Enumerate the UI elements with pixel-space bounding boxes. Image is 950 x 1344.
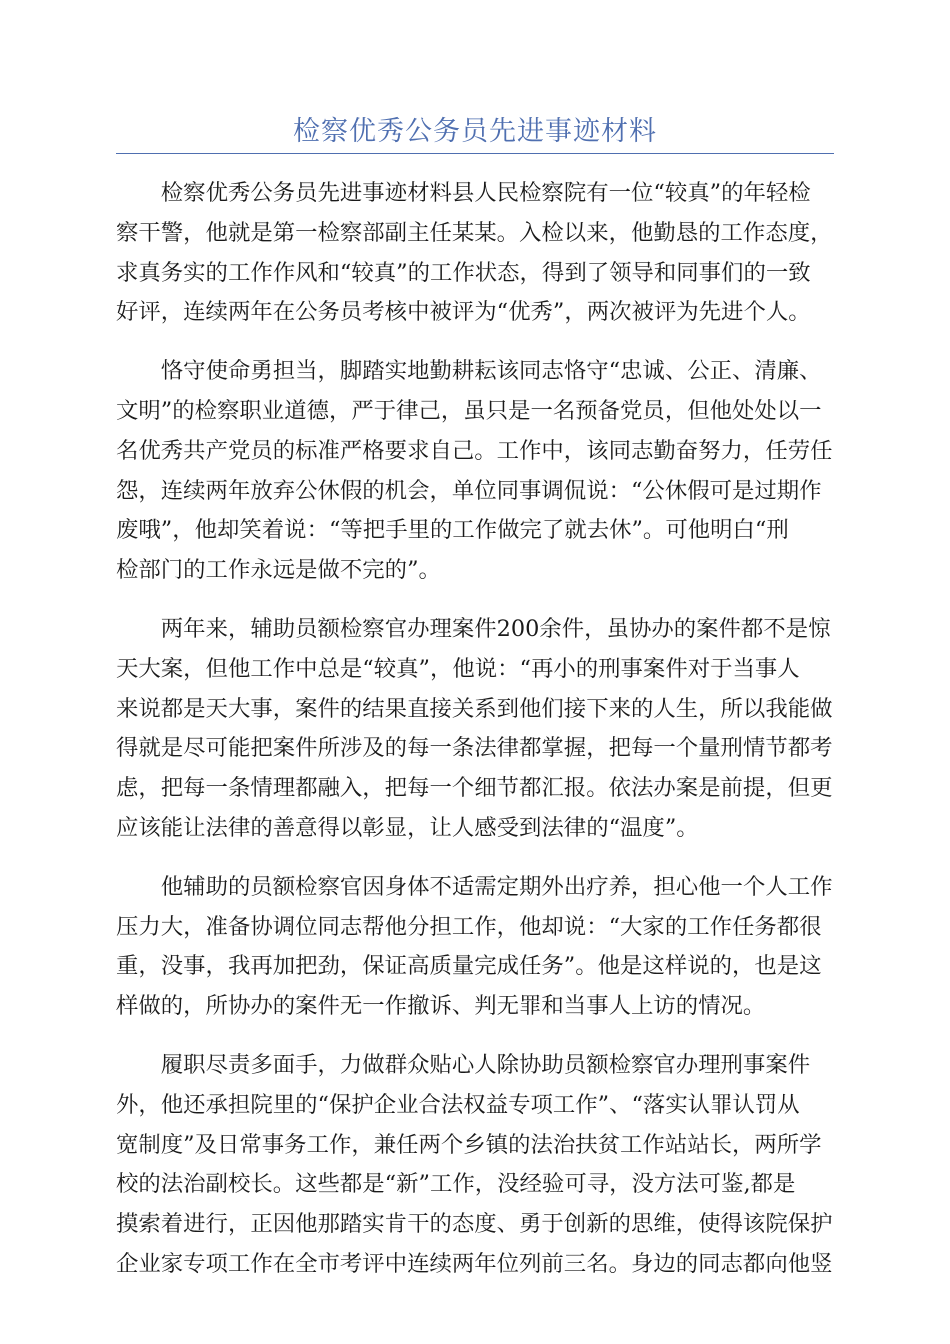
text-line: 应该能让法律的善意得以彰显，让人感受到法律的“温度”。 xyxy=(116,814,699,841)
paragraph-5 xyxy=(116,1046,834,1285)
text-line: 外，他还承担院里的“保护企业合法权益专项工作”、“落实认罪认罚从 xyxy=(116,1091,800,1118)
text-line: 天大案，但他工作中总是“较真”，他说：“再小的刑事案件对于当事人 xyxy=(116,655,800,682)
text-line: 求真务实的工作作风和“较真”的工作状态，得到了领导和同事们的一致 xyxy=(116,259,811,286)
text-line: 怨，连续两年放弃公休假的机会，单位同事调侃说：“公休假可是过期作 xyxy=(116,477,822,504)
paragraph-3 xyxy=(116,610,834,849)
text-line: 虑，把每一条情理都融入，把每一个细节都汇报。依法办案是前提，但更 xyxy=(116,775,833,802)
text-line: 履职尽责多面手，力做群众贴心人除协助员额检察官办理刑事案件 xyxy=(160,1051,811,1078)
text-line: 检察优秀公务员先进事迹材料县人民检察院有一位“较真”的年轻检 xyxy=(160,180,811,206)
text-line: 压力大，准备协调位同志帮他分担工作，他却说：“大家的工作任务都很 xyxy=(116,913,822,940)
text-line: 企业家专项工作在全市考评中连续两年位列前三名。身边的同志都向他竖 xyxy=(116,1250,833,1277)
text-line: 名优秀共产党员的标准严格要求自己。工作中，该同志勤奋努力，任劳任 xyxy=(116,437,833,464)
text-line: 宽制度”及日常事务工作，兼任两个乡镇的法治扶贫工作站站长，两所学 xyxy=(116,1131,822,1158)
document-body xyxy=(116,174,834,1304)
document-title: 检察优秀公务员先进事迹材料 xyxy=(293,116,657,147)
text-line: 重，没事，我再加把劲，保证高质量完成任务”。他是这样说的，也是这 xyxy=(116,953,822,980)
text-line: 检部门的工作永远是做不完的”。 xyxy=(116,557,441,584)
text-line: 样做的，所协办的案件无一作撤诉、判无罪和当事人上访的情况。 xyxy=(116,993,766,1020)
text-line: 他辅助的员额检察官因身体不适需定期外出疗养，担心他一个人工作 xyxy=(160,873,833,900)
text-line: 恪守使命勇担当，脚踏实地勤耕耘该同志恪守“忠诚、公正、清廉、 xyxy=(160,358,822,385)
text-line: 文明”的检察职业道德，严于律己，虽只是一名预备党员，但他处处以一 xyxy=(116,397,822,424)
text-line: 好评，连续两年在公务员考核中被评为“优秀”，两次被评为先进个人。 xyxy=(116,299,811,326)
text-line: 得就是尽可能把案件所涉及的每一条法律都掌握，把每一个量刑情节都考 xyxy=(116,735,833,762)
text-line: 校的法治副校长。这些都是“新”工作，没经验可寻，没方法可鉴,都是 xyxy=(116,1171,796,1198)
text-line: 废哦”，他却笑着说：“等把手里的工作做完了就去休”。可他明白“刑 xyxy=(116,517,789,544)
text-line: 察干警，他就是第一检察部副主任某某。入检以来，他勤恳的工作态度， xyxy=(116,219,833,246)
paragraph-1 xyxy=(116,174,834,333)
text-line: 来说都是天大事，案件的结果直接关系到他们接下来的人生，所以我能做 xyxy=(116,695,833,722)
title-underline xyxy=(116,153,834,154)
text-line: 摸索着进行，正因他那踏实肯干的态度、勇于创新的思维，使得该院保护 xyxy=(116,1211,833,1238)
paragraph-4 xyxy=(116,868,834,1027)
paragraph-2 xyxy=(116,352,834,591)
text-line: 两年来，辅助员额检察官办理案件200余件，虽协办的案件都不是惊 xyxy=(160,615,831,642)
